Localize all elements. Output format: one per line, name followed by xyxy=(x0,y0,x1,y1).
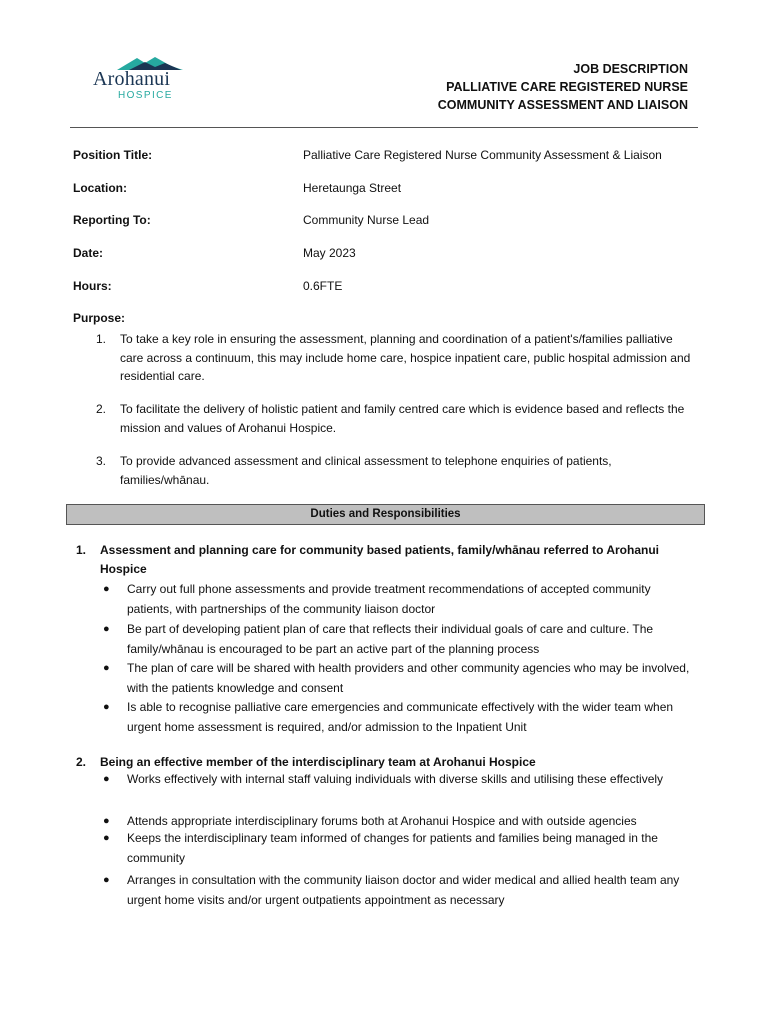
title-line-1: JOB DESCRIPTION xyxy=(573,62,688,76)
duty-bullet-text: Attends appropriate interdisciplinary forums both at Arohanui Hospice and with outside agencies xyxy=(127,814,637,828)
bullet-icon: ● xyxy=(103,583,110,595)
purpose-item-text: To facilitate the delivery of holistic patient and family centred care which is evidence based and reflects the mission and values of Arohanui Hospice. xyxy=(120,402,685,435)
bullet-icon: ● xyxy=(103,874,110,886)
field-value: Community Nurse Lead xyxy=(303,213,430,227)
duty-section-number: 1. xyxy=(76,543,87,557)
duty-section-number: 2. xyxy=(76,755,87,769)
purpose-item-number: 3. xyxy=(96,454,107,468)
arohanui-logo xyxy=(93,55,203,105)
bullet-icon: ● xyxy=(103,815,110,827)
bullet-icon: ● xyxy=(103,701,110,713)
title-line-3: COMMUNITY ASSESSMENT AND LIAISON xyxy=(437,98,688,112)
duties-section-header: Duties and Responsibilities xyxy=(66,504,705,525)
field-value: Palliative Care Registered Nurse Community Assessment & Liaison xyxy=(303,148,662,162)
purpose-item-number: 1. xyxy=(96,332,107,346)
field-label: Reporting To: xyxy=(73,213,151,227)
bullet-icon: ● xyxy=(103,773,110,785)
bullet-icon: ● xyxy=(103,623,110,635)
field-label: Date: xyxy=(73,246,104,260)
bullet-icon: ● xyxy=(103,832,110,844)
duty-bullet-text: Is able to recognise palliative care emergencies and communicate effectively with the wider team when urgent home assessment is required, and/or admission to the Inpatient Unit xyxy=(127,700,674,734)
document-title xyxy=(438,60,688,114)
field-value: 0.6FTE xyxy=(303,279,343,293)
header-divider xyxy=(70,127,698,128)
duty-bullet-text: The plan of care will be shared with health providers and other community agencies who may be involved, with the patients knowledge and consent xyxy=(127,661,690,695)
duty-bullet-text: Keeps the interdisciplinary team informed of changes for patients and families being managed in the community xyxy=(127,831,658,865)
duty-bullet-text: Be part of developing patient plan of care that reflects their individual goals of care and culture. The family/whānau is encouraged to be part an active part of the planning process xyxy=(127,622,654,656)
field-value: Heretaunga Street xyxy=(303,181,402,195)
purpose-item-number: 2. xyxy=(96,402,107,416)
field-label: Hours: xyxy=(73,279,112,293)
bullet-icon: ● xyxy=(103,662,110,674)
purpose-item-text: To take a key role in ensuring the assessment, planning and coordination of a patient's/families palliative care across a continuum, this may include home care, hospice inpatient care, public hospital admission and residential care. xyxy=(120,332,691,383)
duty-bullet-text: Works effectively with internal staff valuing individuals with diverse skills and utilising these effectively xyxy=(127,772,664,786)
title-line-2: PALLIATIVE CARE REGISTERED NURSE xyxy=(446,80,688,94)
purpose-heading: Purpose: xyxy=(73,311,126,325)
field-label: Location: xyxy=(73,181,127,195)
purpose-item-text: To provide advanced assessment and clinical assessment to telephone enquiries of patients, families/whānau. xyxy=(120,454,612,487)
logo-name: Arohanui xyxy=(93,68,171,90)
duty-bullet-text: Arranges in consultation with the community liaison doctor and wider medical and allied health team any urgent home visits and/or urgent outpatients appointment as necessary xyxy=(127,873,680,907)
duty-bullet-text: Carry out full phone assessments and provide treatment recommendations of accepted community patients, with partnerships of the community liaison doctor xyxy=(127,582,651,616)
field-value: May 2023 xyxy=(303,246,356,260)
duty-section-title: Assessment and planning care for community based patients, family/whānau referred to Arohanui Hospice xyxy=(100,543,660,576)
field-label: Position Title: xyxy=(73,148,153,162)
logo-subtitle: HOSPICE xyxy=(118,90,173,101)
duty-section-title: Being an effective member of the interdisciplinary team at Arohanui Hospice xyxy=(100,755,536,769)
